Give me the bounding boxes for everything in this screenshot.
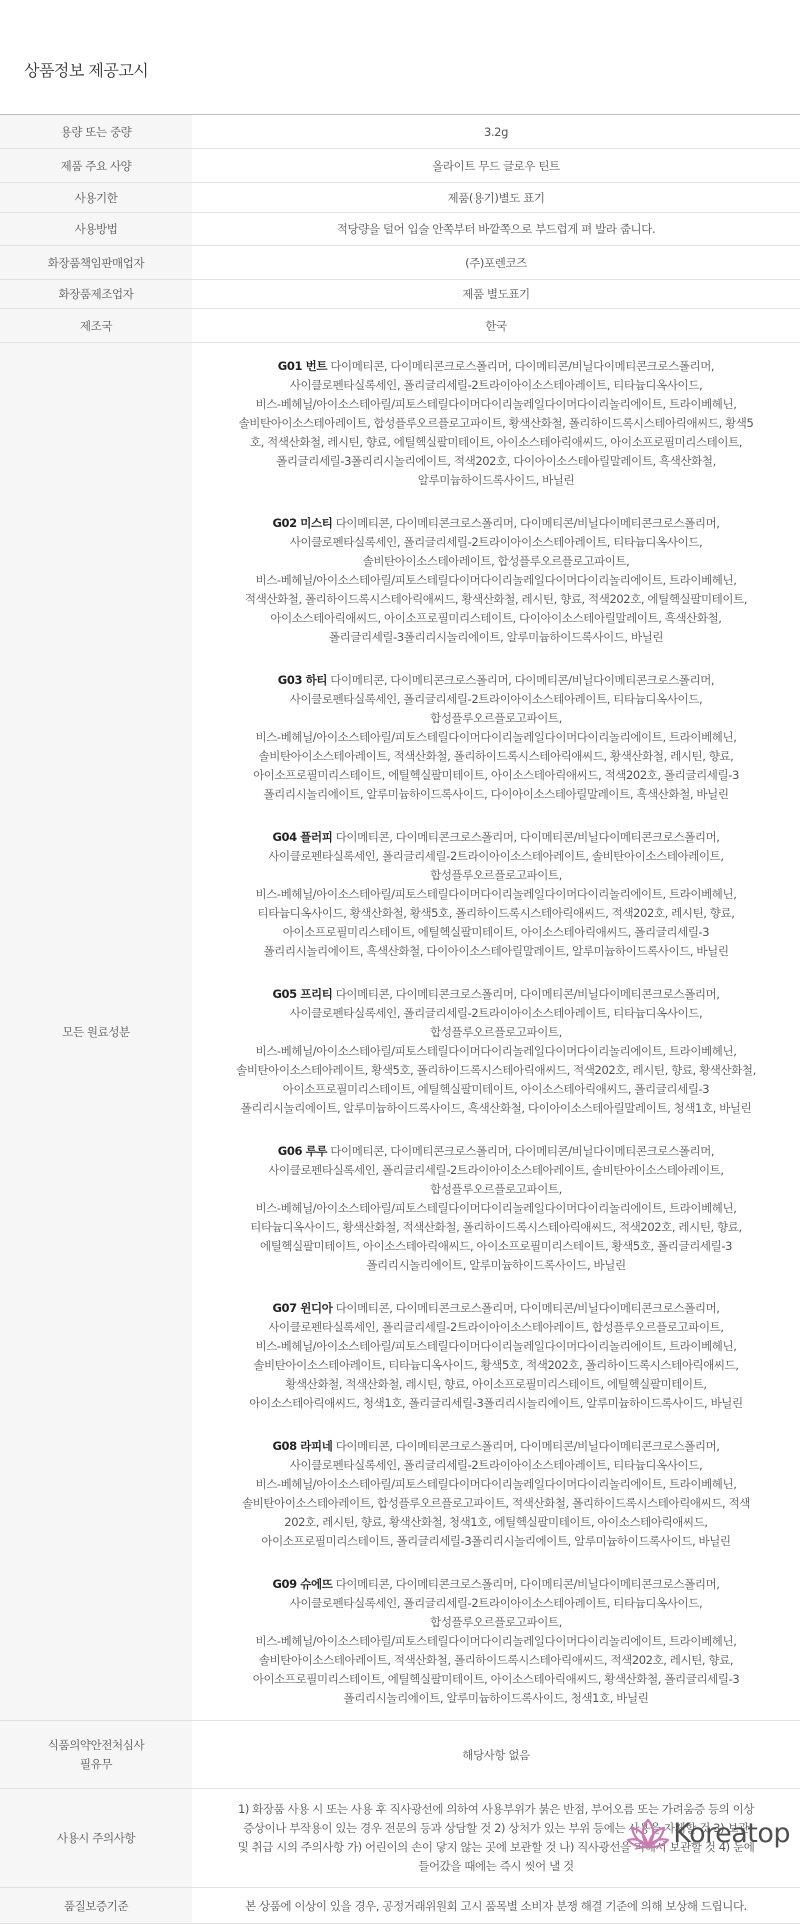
ingredient-line: 아이소프로필미리스테이트, 에틸헥실팔미테이트, 아이소스테아릭애씨드, 황색산화철, 폴리글리세릴-3 [252, 1672, 740, 1686]
ingredient-line: 다이메티콘, 다이메티콘크로스폴리머, 다이메티콘/비닐다이메티콘크로스폴리머, [335, 1301, 720, 1315]
ingredient-line: 다이메티콘, 다이메티콘크로스폴리머, 다이메티콘/비닐다이메티콘크로스폴리머, [335, 1577, 720, 1591]
lotus-icon [627, 1816, 669, 1850]
row-value: 제품 별도표기 [192, 280, 800, 309]
row-label: 용량 또는 중량 [0, 115, 192, 149]
brand-name: Koreatop [673, 1817, 790, 1849]
row-label: 화장품책임판매업자 [0, 246, 192, 280]
ingredient-line: 다이메티콘, 다이메티콘크로스폴리머, 다이메티콘/비닐다이메티콘크로스폴리머, [335, 830, 720, 844]
row-value: 제품(용기)별도 표기 [192, 183, 800, 213]
ingredient-line: 호, 적색산화철, 레시틴, 향료, 에틸헥실팔미테이트, 아이소스테아릭애씨드, 아이소프로필미리스테이트, [249, 435, 743, 449]
ingredient-block [204, 514, 788, 647]
ingredient-line: 에틸헥실팔미테이트, 아이소스테아릭애씨드, 아이소프로필미리스테이트, 황색5호, 폴리글리세릴-3 [260, 1239, 732, 1253]
ingredient-line: 비스-베헤닐/아이소스테아릴/피토스테릴다이머다이리놀레일다이머다이리놀리에이트, 트라이베헤닌, [255, 573, 737, 587]
ingredient-line: 사이클로펜타실록세인, 폴리글리세릴-2트라이아이소스테아레이트, 티타늄디옥사이드, [289, 535, 703, 549]
ingredient-line: 비스-베헤닐/아이소스테아릴/피토스테릴다이머다이리놀레일다이머다이리놀리에이트, 트라이베헤닌, [255, 1201, 737, 1215]
ingredient-block [204, 1437, 788, 1551]
ingredient-line: 비스-베헤닐/아이소스테아릴/피토스테릴다이머다이리놀레일다이머다이리놀리에이트, 트라이베헤닌, [255, 1339, 737, 1353]
shade-name: G02 미스티 [272, 516, 333, 530]
ingredient-line: 다이메티콘, 다이메티콘크로스폴리머, 다이메티콘/비닐다이메티콘크로스폴리머, [335, 987, 720, 1001]
ingredient-block [204, 1575, 788, 1708]
ingredient-line: 아이소스테아릭애씨드, 아이소프로필미리스테이트, 다이아이소스테아릴말레이트, 흑색산화철, [270, 611, 722, 625]
shade-name: G01 번트 [277, 359, 328, 373]
page-title: 상품정보 제공고시 [24, 61, 149, 80]
ingredient-line: 비스-베헤닐/아이소스테아릴/피토스테릴다이머다이리놀레일다이머다이리놀리에이트, 트라이베헤닌, [255, 730, 737, 744]
row-label: 사용기한 [0, 183, 192, 213]
ingredient-line: 폴리리시놀리에이트, 알루미늄하이드록사이드, 청색1호, 바닐린 [343, 1691, 649, 1705]
info-row [0, 1721, 800, 1789]
info-row [0, 246, 800, 280]
row-value: 적당량을 덜어 입술 안쪽부터 바깥쪽으로 부드럽게 펴 발라 줍니다. [192, 213, 800, 246]
ingredient-block [204, 671, 788, 804]
row-label: 사용시 주의사항 [0, 1789, 192, 1888]
row-label-line: 식품의약안전처심사 [47, 1737, 145, 1752]
ingredient-line: 티타늄디옥사이드, 황색산화철, 적색산화철, 폴리하이드록시스테아릭애씨드, 적색202호, 레시틴, 향료, [250, 1220, 742, 1234]
ingredient-line: 비스-베헤닐/아이소스테아릴/피토스테릴다이머다이리놀레일다이머다이리놀리에이트, 트라이베헤닌, [255, 887, 737, 901]
ingredient-block [204, 985, 788, 1118]
shade-name: G05 프리티 [272, 987, 333, 1001]
ingredient-line: 비스-베헤닐/아이소스테아릴/피토스테릴다이머다이리놀레일다이머다이리놀리에이트, 트라이베헤닌, [255, 397, 737, 411]
row-value: (주)포렌코즈 [192, 246, 800, 280]
ingredient-line: 아이소프로필미리스테이트, 폴리글리세릴-3폴리리시놀리에이트, 알루미늄하이드록사이드, 바닐린 [261, 1534, 731, 1548]
caution-line: 들어갔을 때에는 즉시 씻어 낼 것 [418, 1859, 574, 1873]
shade-name: G09 슈에뜨 [272, 1577, 333, 1591]
product-info-table [0, 114, 800, 1924]
row-label: 제조국 [0, 309, 192, 343]
ingredient-line: 솔비탄아이소스테아레이트, 합성플루오르플로고파이트, 적색산화철, 폴리하이드록시스테아릭애씨드, 적색 [242, 1496, 750, 1510]
ingredient-line: 사이클로펜타실록세인, 폴리글리세릴-2트라이아이소스테아레이트, 솔비탄아이소스테아레이트, [268, 1163, 724, 1177]
row-value: 본 상품에 이상이 있을 경우, 공정거래위원회 고시 품목별 소비자 분쟁 해결 기준에 의해 보상해 드립니다. [192, 1888, 800, 1924]
ingredient-line: 황색산화철, 적색산화철, 레시틴, 향료, 아이소프로필미리스테이트, 에틸헥실팔미테이트, [285, 1377, 707, 1391]
ingredient-line: 합성플루오르플로고파이트, [430, 1615, 562, 1629]
row-label-line: 필유무 [79, 1756, 113, 1771]
ingredient-block [204, 357, 788, 490]
info-row-ingredients [0, 343, 800, 1721]
shade-name: G07 윈디아 [272, 1301, 333, 1315]
ingredient-line: 폴리글리세릴-3폴리리시놀리에이트, 적색202호, 다이아이소스테아릴말레이트, 흑색산화철, [276, 454, 716, 468]
info-row [0, 115, 800, 149]
ingredients-list [204, 343, 788, 1720]
row-value: 올라이트 무드 글로우 틴트 [192, 149, 800, 183]
ingredient-line: 비스-베헤닐/아이소스테아릴/피토스테릴다이머다이리놀레일다이머다이리놀리에이트, 트라이베헤닌, [255, 1634, 737, 1648]
ingredient-line: 비스-베헤닐/아이소스테아릴/피토스테릴다이머다이리놀레일다이머다이리놀리에이트, 트라이베헤닌, [255, 1477, 737, 1491]
info-row [0, 1888, 800, 1924]
ingredient-line: 합성플루오르플로고파이트, [430, 711, 562, 725]
ingredient-line: 사이클로펜타실록세인, 폴리글리세릴-2트라이아이소스테아레이트, 티타늄디옥사이드, [289, 692, 703, 706]
ingredient-line: 티타늄디옥사이드, 황색산화철, 황색5호, 폴리하이드록시스테아릭애씨드, 적색202호, 레시틴, 향료, [257, 906, 735, 920]
ingredient-line: 솔비탄아이소스테아레이트, 티타늄디옥사이드, 황색5호, 적색202호, 폴리하이드록시스테아릭애씨드, [253, 1358, 739, 1372]
ingredient-line: 다이메티콘, 다이메티콘크로스폴리머, 다이메티콘/비닐다이메티콘크로스폴리머, [330, 359, 715, 373]
ingredient-line: 폴리리시놀리에이트, 알루미늄하이드록사이드, 흑색산화철, 다이아이소스테아릴말레이트, 청색1호, 바닐린 [240, 1101, 752, 1115]
ingredient-line: 다이메티콘, 다이메티콘크로스폴리머, 다이메티콘/비닐다이메티콘크로스폴리머, [330, 1144, 715, 1158]
shade-name: G04 플러피 [272, 830, 333, 844]
info-row [0, 309, 800, 343]
ingredient-line: 폴리리시놀리에이트, 알루미늄하이드록사이드, 다이아이소스테아릴말레이트, 흑색산화철, 바닐린 [263, 787, 729, 801]
ingredient-line: 폴리글리세릴-3폴리리시놀리에이트, 알루미늄하이드록사이드, 바닐린 [328, 630, 664, 644]
ingredient-line: 사이클로펜타실록세인, 폴리글리세릴-2트라이아이소스테아레이트, 티타늄디옥사이드, [289, 1006, 703, 1020]
ingredient-line: 솔비탄아이소스테아레이트, 합성플루오르플로고파이트, [362, 554, 630, 568]
ingredient-line: 폴리리시놀리에이트, 흑색산화철, 다이아이소스테아릴말레이트, 알루미늄하이드록사이드, 바닐린 [263, 944, 729, 958]
info-row [0, 213, 800, 246]
ingredient-line: 아이소프로필미리스테이트, 에틸헥실팔미테이트, 아이소스테아릭애씨드, 폴리글리세릴-3 [282, 1082, 710, 1096]
ingredient-line: 솔비탄아이소스테아레이트, 합성플루오르플로고파이트, 황색산화철, 폴리하이드록시스테아릭애씨드, 황색5 [238, 416, 754, 430]
row-value: 3.2g [192, 115, 800, 149]
ingredient-line: 솔비탄아이소스테아레이트, 적색산화철, 폴리하이드록시스테아릭애씨드, 황색산화철, 레시틴, 향료, [258, 749, 734, 763]
ingredient-line: 합성플루오르플로고파이트, [430, 868, 562, 882]
ingredient-line: 솔비탄아이소스테아레이트, 황색5호, 폴리하이드록시스테아릭애씨드, 적색202호, 레시틴, 향료, 황색산화철, [236, 1063, 756, 1077]
ingredient-line: 사이클로펜타실록세인, 폴리글리세릴-2트라이아이소스테아레이트, 티타늄디옥사이드, [289, 1458, 703, 1472]
ingredient-line: 합성플루오르플로고파이트, [430, 1182, 562, 1196]
ingredient-line: 202호, 레시틴, 향료, 황색산화철, 청색1호, 에틸헥실팔미테이트, 아이소스테아릭애씨드, [284, 1515, 708, 1529]
info-row [0, 149, 800, 183]
caution-line: 증상이나 부작용이 있는 경우 전문의 등과 상담할 것 2) 상처가 있는 부위 등에는 사용을 자제할 것 3) 보관 [243, 1821, 749, 1835]
row-label: 모든 원료성분 [0, 343, 192, 1721]
ingredient-line: 다이메티콘, 다이메티콘크로스폴리머, 다이메티콘/비닐다이메티콘크로스폴리머, [335, 516, 720, 530]
shade-name: G03 하티 [277, 673, 328, 687]
ingredient-line: 사이클로펜타실록세인, 폴리글리세릴-2트라이아이소스테아레이트, 솔비탄아이소스테아레이트, [268, 849, 724, 863]
ingredient-line: 아이소프로필미리스테이트, 에틸헥실팔미테이트, 아이소스테아릭애씨드, 적색202호, 폴리글리세릴-3 [253, 768, 739, 782]
caution-line: 및 취급 시의 주의사항 가) 어린이의 손이 닿지 않는 곳에 보관할 것 나) 직사광선을 피해서 보관할 것 4) 눈에 [237, 1840, 755, 1854]
row-value: 한국 [192, 309, 800, 343]
brand-logo [627, 1816, 790, 1850]
ingredient-line: 사이클로펜타실록세인, 폴리글리세릴-2트라이아이소스테아레이트, 티타늄디옥사이드, [289, 378, 703, 392]
row-label [0, 1721, 192, 1789]
ingredient-line: 아이소프로필미리스테이트, 에틸헥실팔미테이트, 아이소스테아릭애씨드, 폴리글리세릴-3 [282, 925, 710, 939]
ingredient-line: 사이클로펜타실록세인, 폴리글리세릴-2트라이아이소스테아레이트, 합성플루오르플로고파이트, [268, 1320, 724, 1334]
ingredient-line: 합성플루오르플로고파이트, [430, 1025, 562, 1039]
ingredient-line: 사이클로펜타실록세인, 폴리글리세릴-2트라이아이소스테아레이트, 티타늄디옥사이드, [289, 1596, 703, 1610]
ingredient-line: 적색산화철, 폴리하이드록시스테아릭애씨드, 황색산화철, 레시틴, 향료, 적색202호, 에틸헥실팔미테이트, [244, 592, 748, 606]
ingredient-line: 다이메티콘, 다이메티콘크로스폴리머, 다이메티콘/비닐다이메티콘크로스폴리머, [330, 673, 715, 687]
ingredient-line: 솔비탄아이소스테아레이트, 적색산화철, 폴리하이드록시스테아릭애씨드, 적색202호, 레시틴, 향료, [258, 1653, 734, 1667]
ingredient-line: 폴리리시놀리에이트, 알루미늄하이드록사이드, 바닐린 [366, 1258, 626, 1272]
info-row [0, 183, 800, 213]
row-label: 품질보증기준 [0, 1888, 192, 1924]
row-label: 사용방법 [0, 213, 192, 246]
ingredients-cell [192, 343, 800, 1721]
shade-name: G06 루루 [277, 1144, 328, 1158]
ingredient-line: 다이메티콘, 다이메티콘크로스폴리머, 다이메티콘/비닐다이메티콘크로스폴리머, [335, 1439, 720, 1453]
caution-line: 1) 화장품 사용 시 또는 사용 후 직사광선에 의하여 사용부위가 붉은 반점, 부어오름 또는 가려움증 등의 이상 [237, 1802, 755, 1816]
ingredient-line: 알루미늄하이드록사이드, 바닐린 [417, 473, 575, 487]
shade-name: G08 라피네 [272, 1439, 333, 1453]
ingredient-block [204, 1142, 788, 1275]
row-value: 해당사항 없음 [192, 1721, 800, 1789]
ingredient-line: 아이소스테아릭애씨드, 청색1호, 폴리글리세릴-3폴리리시놀리에이트, 알루미늄하이드록사이드, 바닐린 [249, 1396, 743, 1410]
row-label: 화장품제조업자 [0, 280, 192, 309]
ingredient-block [204, 1299, 788, 1413]
row-label: 제품 주요 사양 [0, 149, 192, 183]
ingredient-line: 비스-베헤닐/아이소스테아릴/피토스테릴다이머다이리놀레일다이머다이리놀리에이트, 트라이베헤닌, [255, 1044, 737, 1058]
ingredient-block [204, 828, 788, 961]
info-row [0, 280, 800, 309]
